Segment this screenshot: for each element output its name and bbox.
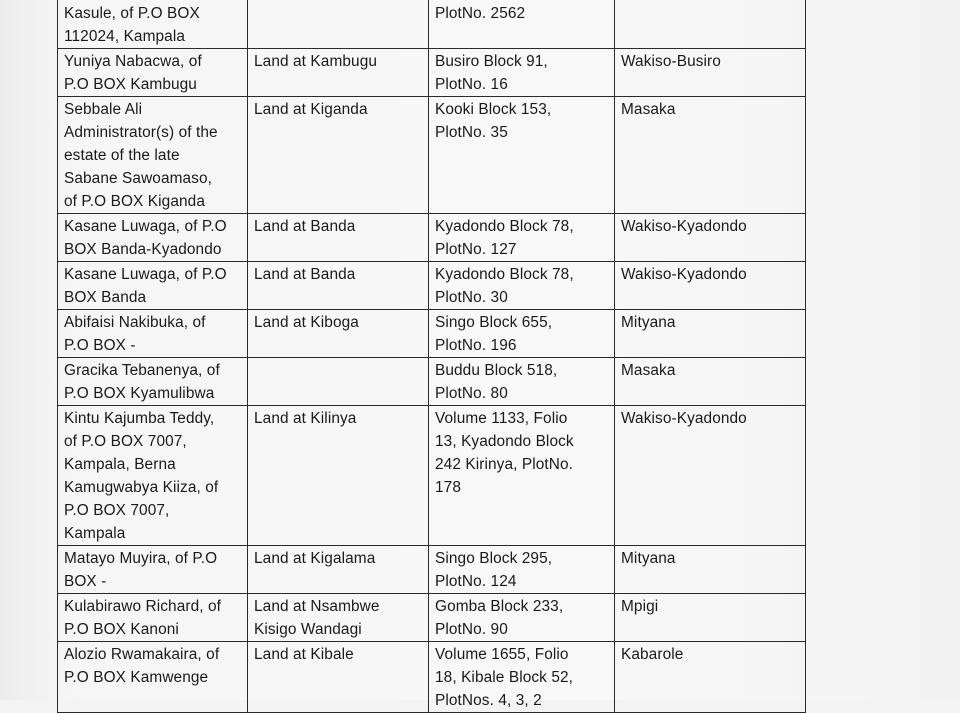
description-cell xyxy=(248,0,429,49)
description-cell: Land at Kibale xyxy=(248,642,429,713)
description-cell: Land at Kigalama xyxy=(248,546,429,594)
land-register-table xyxy=(57,0,806,713)
table-row xyxy=(58,310,806,358)
plot-cell: Buddu Block 518, PlotNo. 80 xyxy=(429,358,615,406)
owner-cell: Gracika Tebanenya, of P.O BOX Kyamulibwa xyxy=(58,358,248,406)
table-row xyxy=(58,594,806,642)
description-cell: Land at Kambugu xyxy=(248,49,429,97)
owner-cell: Kulabirawo Richard, of P.O BOX Kanoni xyxy=(58,594,248,642)
owner-cell: Alozio Rwamakaira, of P.O BOX Kamwenge xyxy=(58,642,248,713)
plot-cell: Kyadondo Block 78, PlotNo. 30 xyxy=(429,262,615,310)
description-cell: Land at Kiboga xyxy=(248,310,429,358)
description-cell: Land at Nsambwe Kisigo Wandagi xyxy=(248,594,429,642)
table-row xyxy=(58,97,806,214)
plot-cell: PlotNo. 2562 xyxy=(429,0,615,49)
district-cell: Masaka xyxy=(615,97,806,214)
description-cell xyxy=(248,358,429,406)
description-cell: Land at Kiganda xyxy=(248,97,429,214)
plot-cell: Singo Block 655, PlotNo. 196 xyxy=(429,310,615,358)
table-row xyxy=(58,0,806,49)
owner-cell: Kintu Kajumba Teddy, of P.O BOX 7007, Kampala, Berna Kamugwabya Kiiza, of P.O BOX 7007, Kampala xyxy=(58,406,248,546)
district-cell xyxy=(615,0,806,49)
plot-cell: Volume 1133, Folio 13, Kyadondo Block 242 Kirinya, PlotNo. 178 xyxy=(429,406,615,546)
table-row xyxy=(58,49,806,97)
table-body xyxy=(58,0,806,713)
district-cell: Masaka xyxy=(615,358,806,406)
district-cell: Wakiso-Kyadondo xyxy=(615,262,806,310)
district-cell: Wakiso-Busiro xyxy=(615,49,806,97)
table-row xyxy=(58,642,806,713)
description-cell: Land at Kilinya xyxy=(248,406,429,546)
description-cell: Land at Banda xyxy=(248,262,429,310)
plot-cell: Kooki Block 153, PlotNo. 35 xyxy=(429,97,615,214)
owner-cell: Kasule, of P.O BOX 112024, Kampala xyxy=(58,0,248,49)
district-cell: Wakiso-Kyadondo xyxy=(615,214,806,262)
table-row xyxy=(58,214,806,262)
table-row xyxy=(58,358,806,406)
owner-cell: Kasane Luwaga, of P.O BOX Banda xyxy=(58,262,248,310)
plot-cell: Busiro Block 91, PlotNo. 16 xyxy=(429,49,615,97)
owner-cell: Sebbale Ali Administrator(s) of the estate of the late Sabane Sawoamaso, of P.O BOX Kiganda xyxy=(58,97,248,214)
owner-cell: Kasane Luwaga, of P.O BOX Banda-Kyadondo xyxy=(58,214,248,262)
plot-cell: Kyadondo Block 78, PlotNo. 127 xyxy=(429,214,615,262)
owner-cell: Yuniya Nabacwa, of P.O BOX Kambugu xyxy=(58,49,248,97)
description-cell: Land at Banda xyxy=(248,214,429,262)
table-row xyxy=(58,262,806,310)
plot-cell: Gomba Block 233, PlotNo. 90 xyxy=(429,594,615,642)
owner-cell: Matayo Muyira, of P.O BOX - xyxy=(58,546,248,594)
table-row xyxy=(58,546,806,594)
district-cell: Kabarole xyxy=(615,642,806,713)
district-cell: Mityana xyxy=(615,310,806,358)
table-row xyxy=(58,406,806,546)
owner-cell: Abifaisi Nakibuka, of P.O BOX - xyxy=(58,310,248,358)
district-cell: Wakiso-Kyadondo xyxy=(615,406,806,546)
district-cell: Mpigi xyxy=(615,594,806,642)
plot-cell: Volume 1655, Folio 18, Kibale Block 52, PlotNos. 4, 3, 2 xyxy=(429,642,615,713)
plot-cell: Singo Block 295, PlotNo. 124 xyxy=(429,546,615,594)
district-cell: Mityana xyxy=(615,546,806,594)
